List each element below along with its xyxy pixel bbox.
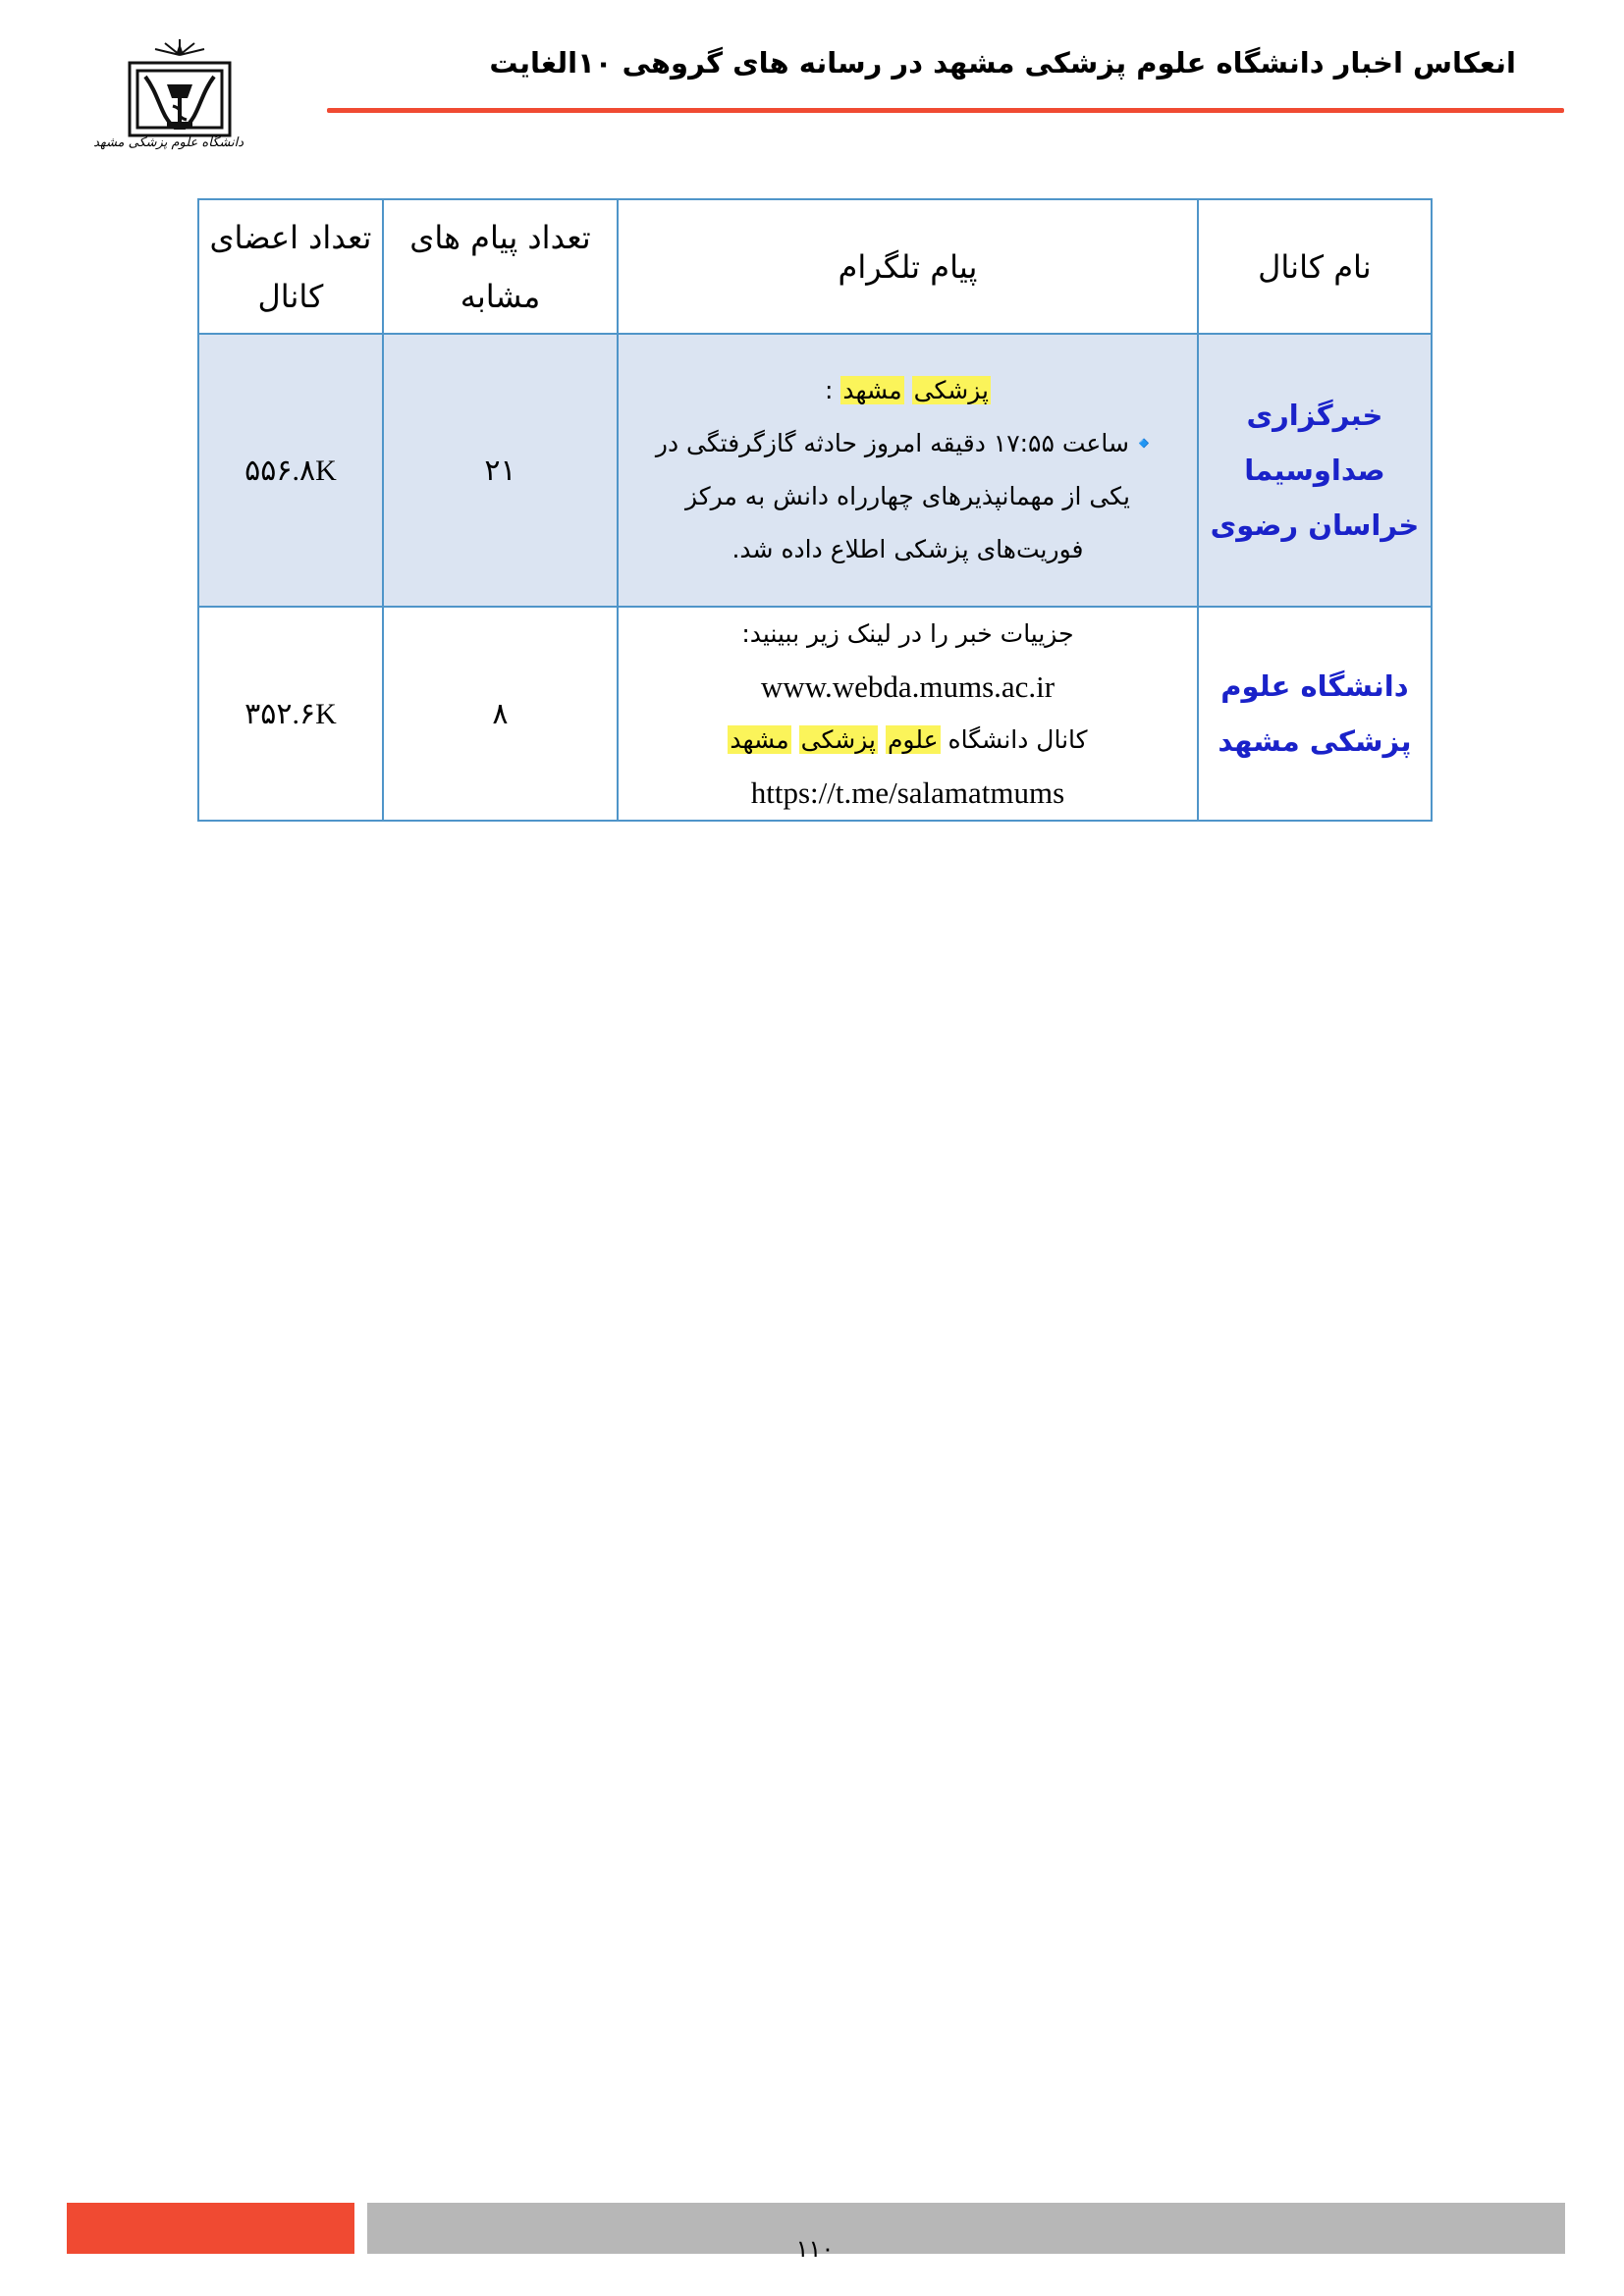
header-divider [327, 108, 1564, 113]
table-row [198, 334, 1432, 607]
telegram-message-cell [618, 607, 1198, 821]
column-header-telegram-message: پیام تلگرام [618, 199, 1198, 334]
message-line [624, 714, 1191, 767]
table-header-row [198, 199, 1432, 334]
university-emblem-icon [116, 37, 244, 145]
logo-caption: دانشگاه علوم پزشکی مشهد [93, 135, 244, 150]
similar-count-cell [383, 334, 618, 607]
column-header-similar-count: تعداد پیام های مشابه [383, 199, 618, 334]
message-text: : [824, 376, 841, 404]
channel-name-cell [1198, 334, 1432, 607]
footer-accent-bar [67, 2203, 354, 2254]
message-link[interactable]: https://t.me/salamatmums [750, 775, 1065, 810]
page-header-title: انعکاس اخبار دانشگاه علوم پزشکی مشهد در رسانه های گروهی ۱۰الغایت [489, 46, 1516, 80]
highlighted-keyword: مشهد [730, 725, 789, 754]
similar-count-cell [383, 607, 618, 821]
channel-name: دانشگاه علوم پزشکی مشهد [1218, 669, 1412, 758]
news-table [197, 198, 1433, 822]
message-line: فوریت‌های پزشکی اطلاع داده شد. [731, 535, 1084, 563]
column-header-members: تعداد اعضای کانال [198, 199, 383, 334]
message-line: 🔹ساعت ۱۷:۵۵ دقیقه امروز حادثه گازگرفتگی در [655, 429, 1161, 457]
similar-count: ۲۱ [484, 453, 516, 488]
member-count: ۳۵۲.۶K [244, 697, 337, 730]
highlighted-keyword: پزشکی [913, 376, 989, 404]
column-header-channel-name: نام کانال [1198, 199, 1432, 334]
footer-bar [367, 2203, 1565, 2254]
members-cell [198, 607, 383, 821]
member-count: ۵۵۶.۸K [244, 454, 337, 487]
telegram-message-cell [618, 334, 1198, 607]
table-row [198, 607, 1432, 821]
similar-count: ۸ [492, 696, 509, 731]
telegram-message [624, 364, 1191, 576]
message-link[interactable]: www.webda.mums.ac.ir [760, 669, 1056, 704]
message-text: کانال دانشگاه [947, 725, 1088, 754]
channel-name-cell [1198, 607, 1432, 821]
page-number: ۱۱۰ [795, 2235, 835, 2263]
highlighted-keyword: مشهد [842, 376, 902, 404]
highlighted-keyword: علوم [887, 725, 939, 754]
message-line: یکی از مهمانپذیرهای چهارراه دانش به مرکز [684, 482, 1130, 510]
highlighted-keyword: پزشکی [800, 725, 876, 754]
telegram-message [624, 608, 1191, 820]
channel-name: خبرگزاری صداوسیما خراسان رضوی [1210, 399, 1420, 542]
message-line: جزییات خبر را در لینک زیر ببینید: [741, 619, 1074, 648]
members-cell [198, 334, 383, 607]
message-line [624, 364, 1191, 417]
